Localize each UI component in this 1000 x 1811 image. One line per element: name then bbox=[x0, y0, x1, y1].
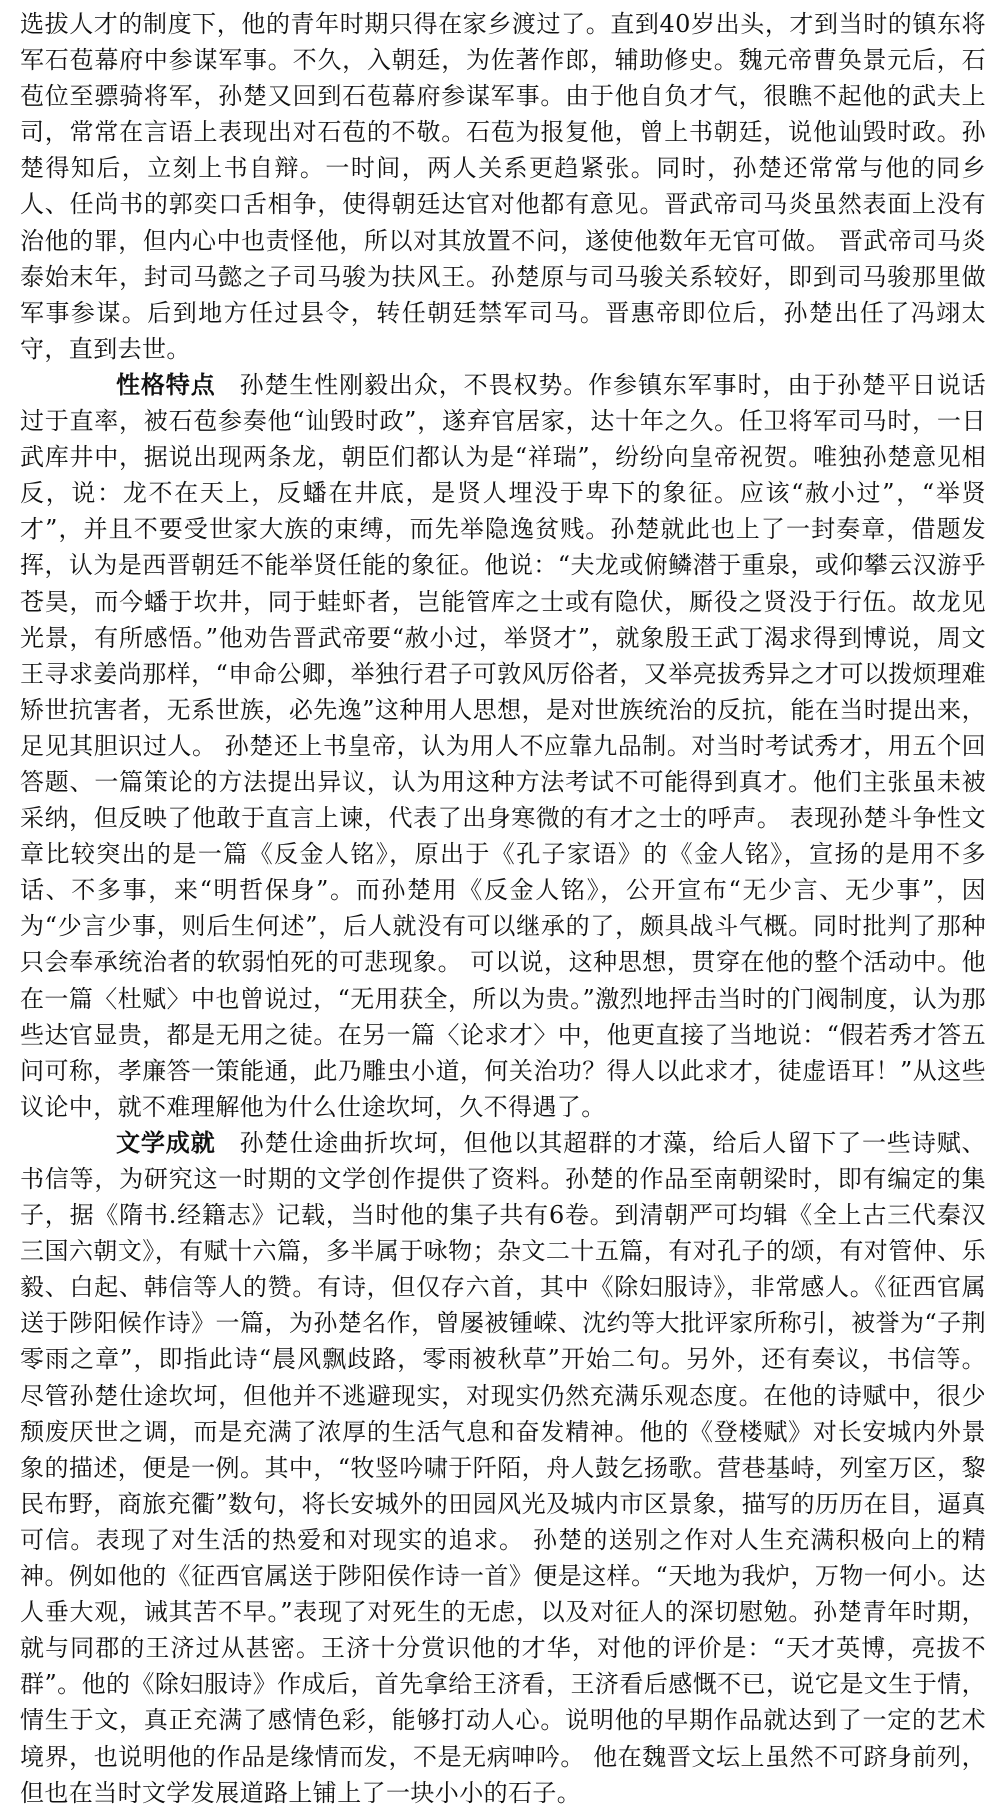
paragraph-personality-text: 孙楚生性刚毅出众，不畏权势。作参镇东军事时，由于孙楚平日说话过于直率，被石苞参奏他“讪毁时政”，遂弃官居家，达十年之久。任卫将军司马时，一日武库井中，据说出现两条龙，朝臣们都认为是“祥瑞”，纷纷向皇帝祝贺。唯独孙楚意见相反，说：龙不在天上，反蟠在井底，是贤人埋没于卑下的象征。应该“赦小过”，“举贤才”，并且不要受世家大族的束缚，而先举隐逸贫贱。孙楚就此也上了一封奏章，借题发挥，认为是西晋朝廷不能举贤任能的象征。他说：“夫龙或俯鳞潜于重泉，或仰攀云汉游乎苍昊，而今蟠于坎井，同于蛙虾者，岂能管库之士或有隐伏，厮役之贤没于行伍。故龙见光景，有所感悟。”他劝告晋武帝要“赦小过，举贤才”，就象殷王武丁渴求得到博说，周文王寻求姜尚那样，“申命公卿，举独行君子可敦风厉俗者，又举亮拔秀异之才可以拨烦理难矫世抗害者，无系世族，必先逸”这种用人思想，是对世族统治的反抗，能在当时提出来，足见其胆识过人。 孙楚还上书皇帝，认为用人不应靠九品制。对当时考试秀才，用五个回答题、一篇策论的方法提出异议，认为用这种方法考试不可能得到真才。他们主张虽未被采纳，但反映了他敢于直言上谏，代表了出身寒微的有才之士的呼声。 表现孙楚斗争性文章比较突出的是一篇《反金人铭》，原出于《孔子家语》的《金人铭》，宣扬的是用不多话、不多事，来“明哲保身”。而孙楚用《反金人铭》，公开宣布“无少言、无少事”，因为“少言少事，则后生何述”，后人就没有可以继承的了，颇具战斗气概。同时批判了那种只会奉承统治者的软弱怕死的可悲现象。 可以说，这种思想，贯穿在他的整个活动中。他在一篇〈杜赋〉中也曾说过，“无用获全，所以为贵。”激烈地抨击当时的门阀制度，认为那些达官显贵，都是无用之徒。在另一篇〈论求才〉中，他更直接了当地说：“假若秀才答五问可称，孝廉答一策能通，此乃雕虫小道，何关治功？得人以此求才，徒虚语耳！”从这些议论中，就不难理解他为什么仕途坎坷，久不得遇了。 bbox=[20, 370, 986, 1121]
paragraph-literature-text: 孙楚仕途曲折坎坷，但他以其超群的才藻，给后人留下了一些诗赋、书信等，为研究这一时期的文学创作提供了资料。孙楚的作品至南朝梁时，即有编定的集子，据《隋书.经籍志》记载，当时他的集子共有6卷。到清朝严可均辑《全上古三代秦汉三国六朝文》，有赋十六篇，多半属于咏物；杂文二十五篇，有对孔子的颂，有对管仲、乐毅、白起、韩信等人的赞。有诗，但仅存六首，其中《除妇服诗》，非常感人。《征西官属送于陟阳候作诗》一篇，为孙楚名作，曾屡被锺嵘、沈约等大批评家所称引，被誉为“子荆零雨之章”，即指此诗“晨风飘歧路，零雨被秋草”开始二句。另外，还有奏议，书信等。 尽管孙楚仕途坎坷，但他并不逃避现实，对现实仍然充满乐观态度。在他的诗赋中，很少颓废厌世之调，而是充满了浓厚的生活气息和奋发精神。他的《登楼赋》对长安城内外景象的描述，便是一例。其中，“牧竖吟啸于阡陌，舟人鼓乞扬歌。营巷基峙，列室万区，黎民布野，商旅充衢”数句，将长安城外的田园风光及城内市区景象，描写的历历在目，逼真可信。表现了对生活的热爱和对现实的追求。 孙楚的送别之作对人生充满积极向上的精神。例如他的《征西官属送于陟阳侯作诗一首》便是这样。“天地为我炉，万物一何小。达人垂大观，诫其苦不早。”表现了对死生的无虑，以及对征人的深切慰勉。孙楚青年时期，就与同郡的王济过从甚密。王济十分赏识他的才华，对他的评价是：“天才英博，亮拔不群”。他的《除妇服诗》作成后，首先拿给王济看，王济看后感慨不已，说它是文生于情，情生于文，真正充满了感情色彩，能够打动人心。说明他的早期作品就达到了一定的艺术境界，也说明他的作品是缘情而发，不是无病呻吟。 他在魏晋文坛上虽然不可跻身前列，但也在当时文学发展道路上铺上了一块小小的石子。 bbox=[20, 1128, 986, 1807]
paragraph-personality bbox=[20, 367, 986, 1125]
section-heading-literature: 文学成就 bbox=[116, 1128, 216, 1157]
section-heading-personality: 性格特点 bbox=[116, 370, 216, 399]
paragraph-background: 选拔人才的制度下，他的青年时期只得在家乡渡过了。直到40岁出头，才到当时的镇东将军石苞幕府中参谋军事。不久，入朝廷，为佐著作郎，辅助修史。魏元帝曹奂景元后，石苞位至骠骑将军，孙楚又回到石苞幕府参谋军事。由于他自负才气，很瞧不起他的武夫上司，常常在言语上表现出对石苞的不敬。石苞为报复他，曾上书朝廷，说他讪毁时政。孙楚得知后，立刻上书自辩。一时间，两人关系更趋紧张。同时，孙楚还常常与他的同乡人、任尚书的郭奕口舌相争，使得朝廷达官对他都有意见。晋武帝司马炎虽然表面上没有治他的罪，但内心中也责怪他，所以对其放置不问，遂使他数年无官可做。 晋武帝司马炎泰始末年，封司马懿之子司马骏为扶风王。孙楚原与司马骏关系较好，即到司马骏那里做军事参谋。后到地方任过县令，转任朝廷禁军司马。晋惠帝即位后，孙楚出任了冯翊太守，直到去世。 bbox=[20, 10, 986, 363]
paragraph-literature bbox=[20, 1125, 986, 1811]
